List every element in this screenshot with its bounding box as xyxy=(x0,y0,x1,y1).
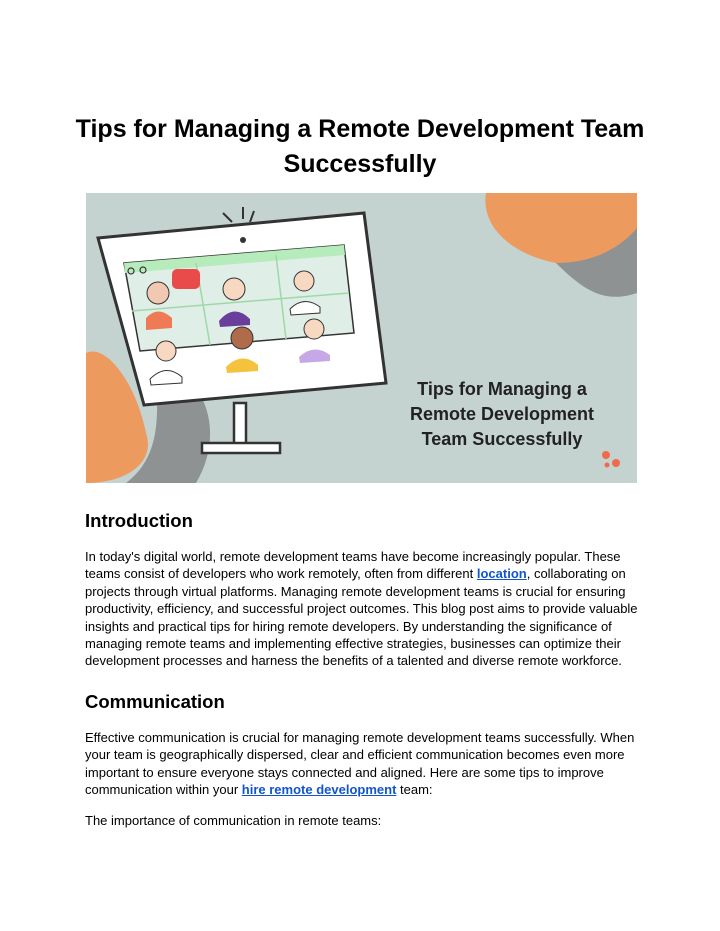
logo-icon xyxy=(602,451,610,459)
person-avatar-icon xyxy=(223,278,245,300)
chat-bubble-icon xyxy=(172,269,200,289)
communication-subtext: The importance of communication in remote teams: xyxy=(85,813,382,828)
person-avatar-icon xyxy=(147,282,169,304)
page-title: Tips for Managing a Remote Development Team Successfully xyxy=(75,115,645,178)
hero-caption-line1: Tips for Managing a xyxy=(417,379,587,399)
intro-paragraph xyxy=(85,548,640,670)
hero-caption-line3: Team Successfully xyxy=(421,429,583,449)
person-avatar-icon xyxy=(294,271,314,291)
hero-image xyxy=(86,193,637,483)
alert-line-icon xyxy=(223,213,232,222)
intro-text-1: In today's digital world, remote development teams have become increasingly popular. These teams consist of developers who work remotely, often from different xyxy=(85,549,621,582)
hire-remote-development-link[interactable]: hire remote development xyxy=(241,782,397,798)
person-avatar-icon xyxy=(304,319,324,339)
person-avatar-icon xyxy=(156,341,176,361)
logo-icon xyxy=(605,463,610,468)
logo-icon xyxy=(612,459,620,467)
section-heading-communication: Communication xyxy=(85,691,225,712)
webcam-icon xyxy=(240,237,246,243)
monitor-stand xyxy=(234,403,246,445)
communication-paragraph xyxy=(85,729,640,799)
intro-text-2: , collaborating on projects through virtual platforms. Managing remote development teams is crucial for ensuring productivity, efficiency, and successful project outcomes. This blog post aims to provide valuable insights and practical tips for hiring remote developers. By understanding the significance of managing remote teams and implementing effective strategies, businesses can optimize their development processes and harness the benefits of a talented and diverse remote workforce. xyxy=(85,566,638,669)
hero-caption-line2: Remote Development xyxy=(409,404,595,424)
alert-line-icon xyxy=(250,211,254,222)
communication-text-1: Effective communication is crucial for managing remote development teams successfully. When your team is geographically dispersed, clear and efficient communication becomes even more important to ensure everyone stays connected and aligned. Here are some tips to improve communication within your xyxy=(85,730,635,798)
person-avatar-icon xyxy=(231,327,253,349)
monitor-base xyxy=(202,443,280,453)
location-link[interactable]: location xyxy=(476,566,527,582)
communication-text-2: team: xyxy=(396,782,433,798)
section-heading-introduction: Introduction xyxy=(85,510,193,531)
